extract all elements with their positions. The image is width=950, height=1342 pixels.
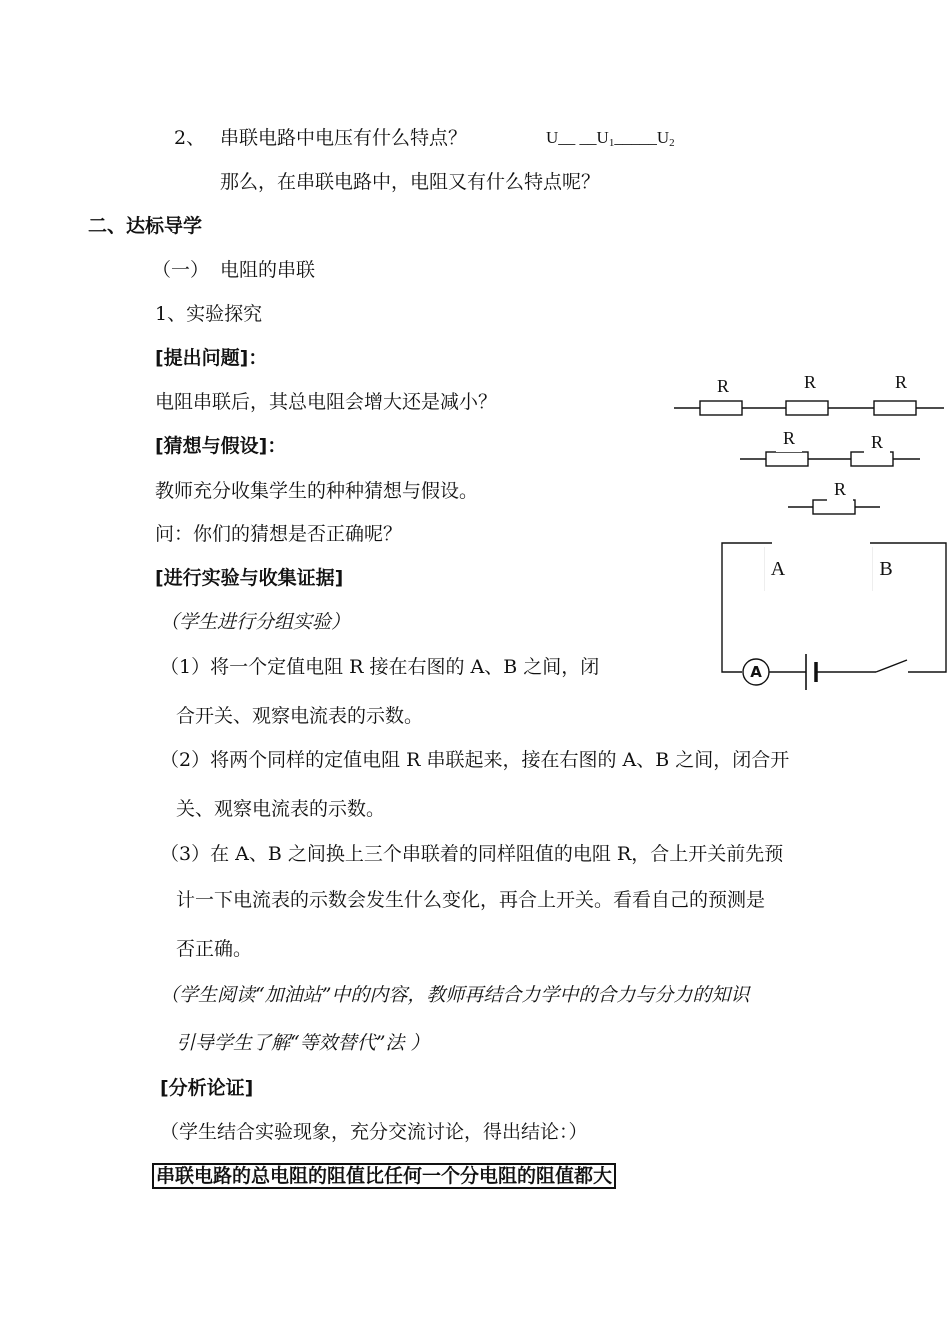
formula-sub-2: 2 <box>669 137 675 149</box>
ask-text: 电阻串联后，其总电阻会增大还是减小？ <box>155 391 498 413</box>
resistor-label-3-3: R <box>888 368 914 396</box>
formula-u2: U <box>656 128 670 147</box>
switch-blade <box>876 660 907 672</box>
step-2-line-1: （2）将两个同样的定值电阻 R 串联起来，接在右图的 A、B 之间，闭合开 <box>160 749 790 771</box>
section-title: 二、达标导学 <box>88 215 203 237</box>
resistor-label-3-1: R <box>710 372 736 400</box>
ammeter-label: A <box>750 663 762 681</box>
conclusion-text: 串联电路的总电阻的阻值比任何一个分电阻的阻值都大 <box>152 1163 616 1189</box>
formula-u1: U <box>596 128 609 147</box>
subsection-title: 电阻的串联 <box>220 259 316 281</box>
formula-blank-2: _____ <box>614 128 657 147</box>
guess-text-2: 问：你们的猜想是否正确呢？ <box>155 523 403 545</box>
resistor-label-3-2: R <box>797 368 823 396</box>
experiment-heading: [进行实验与收集证据] <box>155 567 344 589</box>
guess-text-1: 教师充分收集学生的种种猜想与假设。 <box>155 480 479 502</box>
q2-number: 2、 <box>174 127 206 149</box>
analysis-text: （学生结合实验现象，充分交流讨论，得出结论：） <box>160 1121 588 1143</box>
guess-heading: [猜想与假设]： <box>155 435 287 457</box>
subsection-number: （一） <box>152 259 210 281</box>
step-2-line-2: 关、观察电流表的示数。 <box>176 798 386 820</box>
formula-blank-1: __ __ <box>558 128 597 147</box>
formula-u: U <box>546 128 559 147</box>
resistor-label-2-2: R <box>864 428 890 456</box>
analysis-heading: [分析论证] <box>160 1077 254 1099</box>
resistor-2-1 <box>766 452 808 466</box>
resistor-3-3 <box>874 401 916 415</box>
step-3-line-3: 否正确。 <box>176 938 253 960</box>
step-3-line-2: 计一下电流表的示数会发生什么变化，再合上开关。看看自己的预测是 <box>176 889 766 911</box>
q2-question: 串联电路中电压有什么特点？ <box>220 127 468 149</box>
resistor-label-2-1: R <box>776 424 802 452</box>
step-1-line-2: 合开关、观察电流表的示数。 <box>176 705 424 727</box>
point-a-label: A <box>764 547 791 591</box>
formula-sub-1: 1 <box>608 137 615 149</box>
resistor-3-1 <box>700 401 742 415</box>
reading-line-1: （学生阅读“加油站”中的内容，教师再结合力学中的合力与分力的知识 <box>160 984 750 1006</box>
point-b-label: B <box>872 547 899 591</box>
resistor-3-2 <box>786 401 828 415</box>
ask-heading: [提出问题]： <box>155 347 268 369</box>
q2-followup: 那么，在串联电路中，电阻又有什么特点呢？ <box>220 171 601 193</box>
item-experiment: 1、实验探究 <box>155 303 263 325</box>
experiment-note: （学生进行分组实验） <box>160 611 351 633</box>
step-1-line-1: （1）将一个定值电阻 R 接在右图的 A、B 之间，闭 <box>160 656 600 678</box>
resistor-label-1-1: R <box>827 475 853 503</box>
step-3-line-1: （3）在 A、B 之间换上三个串联着的同样阻值的电阻 R，合上开关前先预 <box>160 843 784 865</box>
reading-line-2: 引导学生了解“等效替代”法 ） <box>176 1032 430 1054</box>
